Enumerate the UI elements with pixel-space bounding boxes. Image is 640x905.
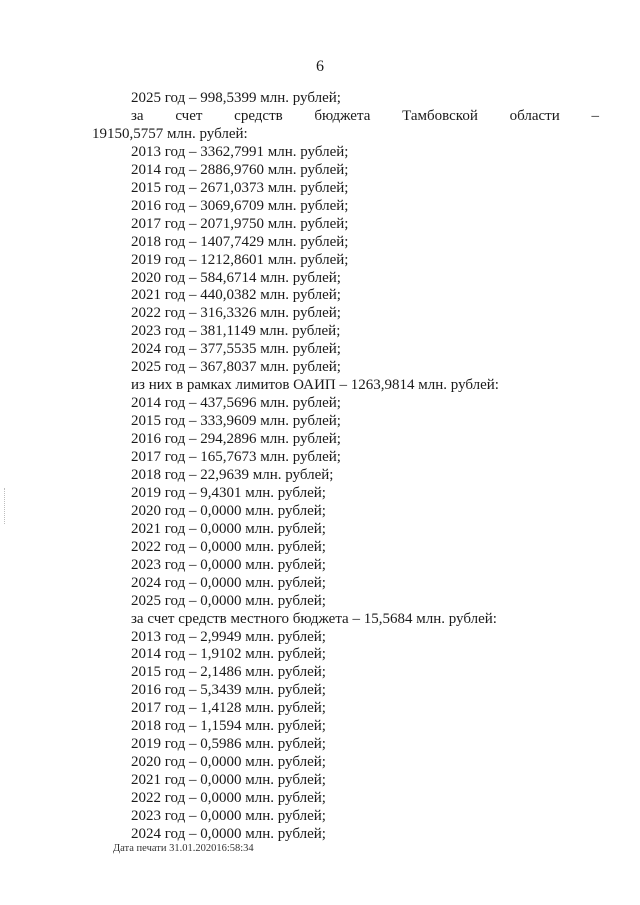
- justified-word: бюджета: [314, 108, 371, 124]
- text-line: 2025 год – 998,5399 млн. рублей;: [131, 90, 341, 106]
- scan-margin-mark: [4, 488, 9, 524]
- text-line: 2016 год – 3069,6709 млн. рублей;: [131, 198, 349, 214]
- text-line: 2024 год – 0,0000 млн. рублей;: [131, 575, 326, 591]
- text-line: 2016 год – 294,2896 млн. рублей;: [131, 431, 341, 447]
- text-line: 2021 год – 0,0000 млн. рублей;: [131, 772, 326, 788]
- text-line: 2021 год – 0,0000 млн. рублей;: [131, 521, 326, 537]
- text-line: 2019 год – 9,4301 млн. рублей;: [131, 485, 326, 501]
- text-line: 2022 год – 0,0000 млн. рублей;: [131, 790, 326, 806]
- text-line: 2022 год – 316,3326 млн. рублей;: [131, 305, 341, 321]
- text-line: 2024 год – 377,5535 млн. рублей;: [131, 341, 341, 357]
- text-line: 2015 год – 2,1486 млн. рублей;: [131, 664, 326, 680]
- justified-word: за: [131, 108, 144, 124]
- text-line: 2013 год – 2,9949 млн. рублей;: [131, 629, 326, 645]
- text-line: 2023 год – 0,0000 млн. рублей;: [131, 557, 326, 573]
- text-line: 2016 год – 5,3439 млн. рублей;: [131, 682, 326, 698]
- text-line-justified: [131, 107, 599, 125]
- text-line: за счет средств местного бюджета – 15,5684 млн. рублей:: [131, 611, 497, 627]
- text-line: 2017 год – 165,7673 млн. рублей;: [131, 449, 341, 465]
- text-line: 2015 год – 2671,0373 млн. рублей;: [131, 180, 349, 196]
- text-line: 2018 год – 1407,7429 млн. рублей;: [131, 234, 349, 250]
- text-line: 2024 год – 0,0000 млн. рублей;: [131, 826, 326, 842]
- justified-word: –: [591, 108, 599, 124]
- justified-word: области: [509, 108, 560, 124]
- text-line: 2018 год – 22,9639 млн. рублей;: [131, 467, 334, 483]
- text-line: 2013 год – 3362,7991 млн. рублей;: [131, 144, 349, 160]
- text-line: 2017 год – 1,4128 млн. рублей;: [131, 700, 326, 716]
- text-line: 2021 год – 440,0382 млн. рублей;: [131, 287, 341, 303]
- text-line: 2014 год – 1,9102 млн. рублей;: [131, 646, 326, 662]
- text-line: 2015 год – 333,9609 млн. рублей;: [131, 413, 341, 429]
- justified-word: Тамбовской: [402, 108, 478, 124]
- text-line: 2025 год – 0,0000 млн. рублей;: [131, 593, 326, 609]
- text-line: из них в рамках лимитов ОАИП – 1263,9814 млн. рублей:: [131, 377, 499, 393]
- text-line: 2014 год – 2886,9760 млн. рублей;: [131, 162, 349, 178]
- text-line: 2020 год – 0,0000 млн. рублей;: [131, 503, 326, 519]
- text-line: 19150,5757 млн. рублей:: [92, 126, 248, 142]
- text-line: 2019 год – 1212,8601 млн. рублей;: [131, 252, 349, 268]
- text-line: 2023 год – 381,1149 млн. рублей;: [131, 323, 341, 339]
- text-line: 2020 год – 584,6714 млн. рублей;: [131, 270, 341, 286]
- text-line: 2025 год – 367,8037 млн. рублей;: [131, 359, 341, 375]
- text-line: 2014 год – 437,5696 млн. рублей;: [131, 395, 341, 411]
- text-line: 2019 год – 0,5986 млн. рублей;: [131, 736, 326, 752]
- text-line: 2018 год – 1,1594 млн. рублей;: [131, 718, 326, 734]
- print-date: Дата печати 31.01.202016:58:34: [113, 843, 254, 854]
- text-line: 2020 год – 0,0000 млн. рублей;: [131, 754, 326, 770]
- text-line: 2023 год – 0,0000 млн. рублей;: [131, 808, 326, 824]
- justified-word: счет: [175, 108, 203, 124]
- text-line: 2022 год – 0,0000 млн. рублей;: [131, 539, 326, 555]
- text-line: 2017 год – 2071,9750 млн. рублей;: [131, 216, 349, 232]
- page-number: 6: [316, 58, 324, 75]
- justified-word: средств: [234, 108, 283, 124]
